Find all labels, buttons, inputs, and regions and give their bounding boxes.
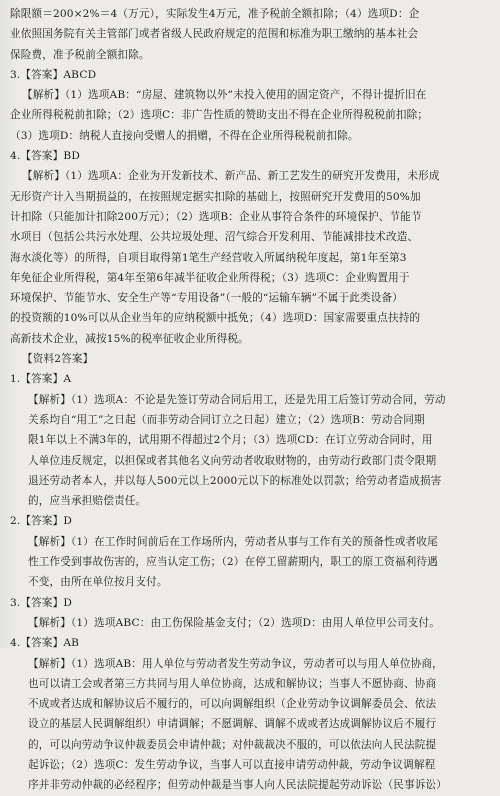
text-line: 限1年以上不满3年的，试用期不得超过2个月；（3）选项CD：在订立劳动合同时，用 <box>28 434 433 447</box>
text-line: 起诉讼；（2）选项C：发生劳动争议，当事人可以直接申请劳动仲裁，劳动争议调解程 <box>28 758 436 771</box>
text-line: （3）选项D：纳税人直接向受赠人的捐赠，不得在企业所得税税前扣除。 <box>10 129 359 142</box>
text-line: 环境保护、节能节水、安全生产等“专用设备”（一般的“运输车辆”不属于此类设备） <box>10 292 403 305</box>
text-line: 3.【答案】D <box>10 596 73 609</box>
text-line: 【解析】（1）选项A：企业为开发新技术、新产品、新工艺发生的研究开发费用，未形成 <box>22 170 440 183</box>
text-line: 关系均自“用工”之日起（而非劳动合同订立之日起）建立；（2）选项B：劳动合同期 <box>28 413 425 426</box>
text-line: 退还劳动者本人，并以每人500元以上2000元以下的标准处以罚款；给劳动者造成损害 <box>28 474 442 487</box>
text-line: 不变，由所在单位按月支付。 <box>28 576 168 589</box>
text-line: 【解析】（1）在工作时间前后在工作场所内，劳动者从事与工作有关的预备性或者收尾 <box>28 535 438 548</box>
text-line: 4.【答案】BD <box>10 150 80 163</box>
text-line: 水项目（包括公共污水处理、公共垃圾处理、沼气综合开发利用、节能减排技术改造、 <box>10 231 419 244</box>
text-line: 保险费，准予税前全额扣除。 <box>10 48 150 61</box>
text-line: 也可以请工会或者第三方共同与用人单位协商，达成和解协议；当事人不愿协商、协商 <box>28 677 437 690</box>
text-line: 设立的基层人民调解组织）申请调解；不愿调解、调解不成或者达成调解协议后不履行 <box>28 718 437 731</box>
text-line: 【资料2答案】 <box>22 353 94 366</box>
text-line: 【解析】（1）选项AB：用人单位与劳动者发生劳动争议，劳动者可以与用人单位协商， <box>28 657 443 670</box>
text-line: 人单位违反规定，以担保或者其他名义向劳动者收取财物的，由劳动行政部门责令限期 <box>28 454 437 467</box>
text-line: 业依照国务院有关主管部门或者省级人民政府规定的范围和标准为职工缴纳的基本社会 <box>10 28 419 41</box>
text-line: 的，可以向劳动争议仲裁委员会申请仲裁；对仲裁裁决不服的，可以依法向人民法院提 <box>28 738 437 751</box>
text-line: 【解析】（1）选项AB：“房屋、建筑物以外”未投入使用的固定资产，不得计提折旧在 <box>22 89 427 102</box>
text-line: 2.【答案】D <box>10 515 73 528</box>
text-line: 年免征企业所得税，第4年至第6年减半征收企业所得税；（3）选项C：企业购置用于 <box>10 271 410 284</box>
text-line: 【解析】（1）选项ABC：由工伤保险基金支付；（2）选项D：由用人单位甲公司支付。 <box>28 616 441 629</box>
text-line: 不成或者达成和解协议后不履行的，可以向调解组织（企业劳动争议调解委员会、依法 <box>28 698 437 711</box>
text-line: 【解析】（1）选项A：不论是先签订劳动合同后用工，还是先用工后签订劳动合同，劳动 <box>28 393 446 406</box>
text-line: 无形资产计入当期损益的，在按照规定据实扣除的基础上，按照研究开发费用的50%加 <box>10 190 421 203</box>
text-line: 性工作受到事故伤害的，应当认定工伤；（2）在停工留薪期内，职工的原工资福利待遇 <box>28 556 438 569</box>
text-line: 企业所得税税前扣除；（2）选项C：非广告性质的赞助支出不得在企业所得税税前扣除； <box>10 109 429 122</box>
text-line: 3.【答案】ABCD <box>10 68 97 81</box>
text-line: 海水淡化等）的所得，自项目取得第1笔生产经营收入所属纳税年度起，第1年至第3 <box>10 251 407 264</box>
text-line: 4.【答案】AB <box>10 637 80 650</box>
text-line: 的，应当承担赔偿责任。 <box>28 495 147 508</box>
text-line: 高新技术企业，减按15%的税率征收企业所得税。 <box>10 332 249 345</box>
text-line: 的投资额的10%可以从企业当年的应纳税额中抵免；（4）选项D：国家需要重点扶持的 <box>10 312 421 325</box>
text-line: 除限额＝200×2%＝4（万元），实际发生4万元，准予税前全额扣除；（4）选项D：企 <box>10 8 420 20</box>
text-line: 序并非劳动仲裁的必经程序；但劳动仲裁是当事人向人民法院提起劳动诉讼（民事诉讼） <box>28 779 448 792</box>
text-line: 1.【答案】A <box>10 373 72 386</box>
text-line: 计扣除（只能加计扣除200万元）；（2）选项B：企业从事符合条件的环境保护、节能节 <box>10 210 422 223</box>
